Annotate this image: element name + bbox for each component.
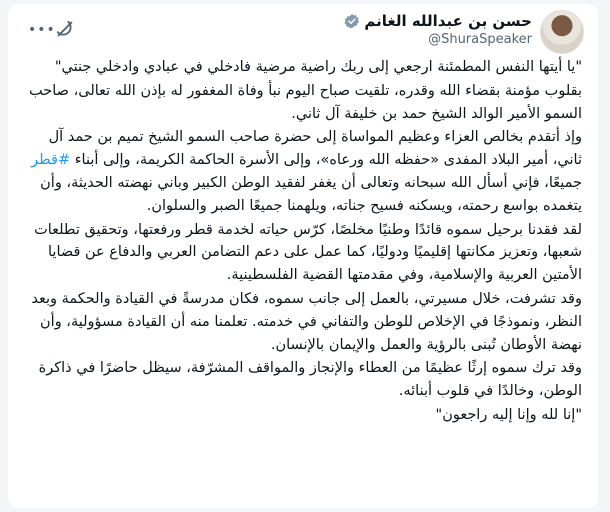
post-header [24, 10, 584, 54]
post-body [18, 56, 582, 428]
post-paragraph: وقد ترك سموه إرثًا عظيمًا من العطاء والإنجاز والمواقف المشرّفة، سيظل حاضرًا في ذاكرة الوطن، وخالدًا في قلوب أبنائه. [38, 360, 582, 400]
grok-icon[interactable] [54, 18, 76, 40]
post-paragraph: وقد تشرفت، خلال مسيرتي، بالعمل إلى جانب سموه، فكان مدرسةً في القيادة والحكمة وبعد النظر، ونموذجًا في الإخلاص للوطن والتفاني في خدمته. تعلمنا منه أن القيادة مسؤولية، وأن نهضة الأوطان تُبنى بالرؤية والعمل والإيمان بالإنسان. [31, 290, 582, 353]
verified-badge-icon [344, 13, 360, 29]
author-name-row [344, 12, 532, 30]
hashtag-link[interactable]: #قطر [31, 152, 71, 169]
avatar[interactable] [540, 10, 584, 54]
post-paragraph: "إنا لله وإنا إليه راجعون" [435, 406, 582, 423]
author-display-name[interactable]: حسن بن عبدالله الغانم [364, 12, 532, 30]
post-text: وإذ أتقدم بخالص العزاء وعظيم المواساة إلى حضرة صاحب السمو الشيخ تميم بن حمد آل ثاني، أمير البلاد المفدى «حفظه الله ورعاه»، وإلى الأسرة الحاكمة الكريمة، وإلى أبناء [48, 129, 582, 169]
more-icon[interactable]: ••• [28, 22, 56, 38]
post-text: جميعًا، فإني أسأل الله سبحانه وتعالى أن يغفر لفقيد الوطن الكبير وباني نهضته الحديثة، وأن يتغمده بواسع رحمته، ويسكنه فسيح جناته، ويلهمنا جميعًا الصبر والسلوان. [40, 174, 582, 214]
post-paragraph [18, 126, 582, 217]
post-paragraph: بقلوب مؤمنة بقضاء الله وقدره، تلقيت صباح اليوم نبأ وفاة المغفور له بإذن الله تعالى، صاحب السمو الأمير الوالد الشيخ حمد بن خليفة آل ثاني. [29, 82, 582, 122]
post-paragraph: "يا أيتها النفس المطمئنة ارجعي إلى ربك راضية مرضية فادخلي في عبادي وادخلي جنتي" [54, 59, 582, 75]
post-card [8, 4, 598, 508]
author-handle[interactable]: @ShuraSpeaker [428, 32, 532, 47]
post-paragraph: لقد فقدنا برحيل سموه قائدًا وطنيًا مخلصًا، كرّس حياته لخدمة قطر ورفعتها، وتحقيق تطلعات شعبها، وتعزيز مكانتها إقليميًا ودوليًا، كما عمل على دعم التضامن العربي والدفاع عن قضايا الأمتين العربية والإسلامية، وفي مقدمتها القضية الفلسطينية. [34, 221, 582, 284]
